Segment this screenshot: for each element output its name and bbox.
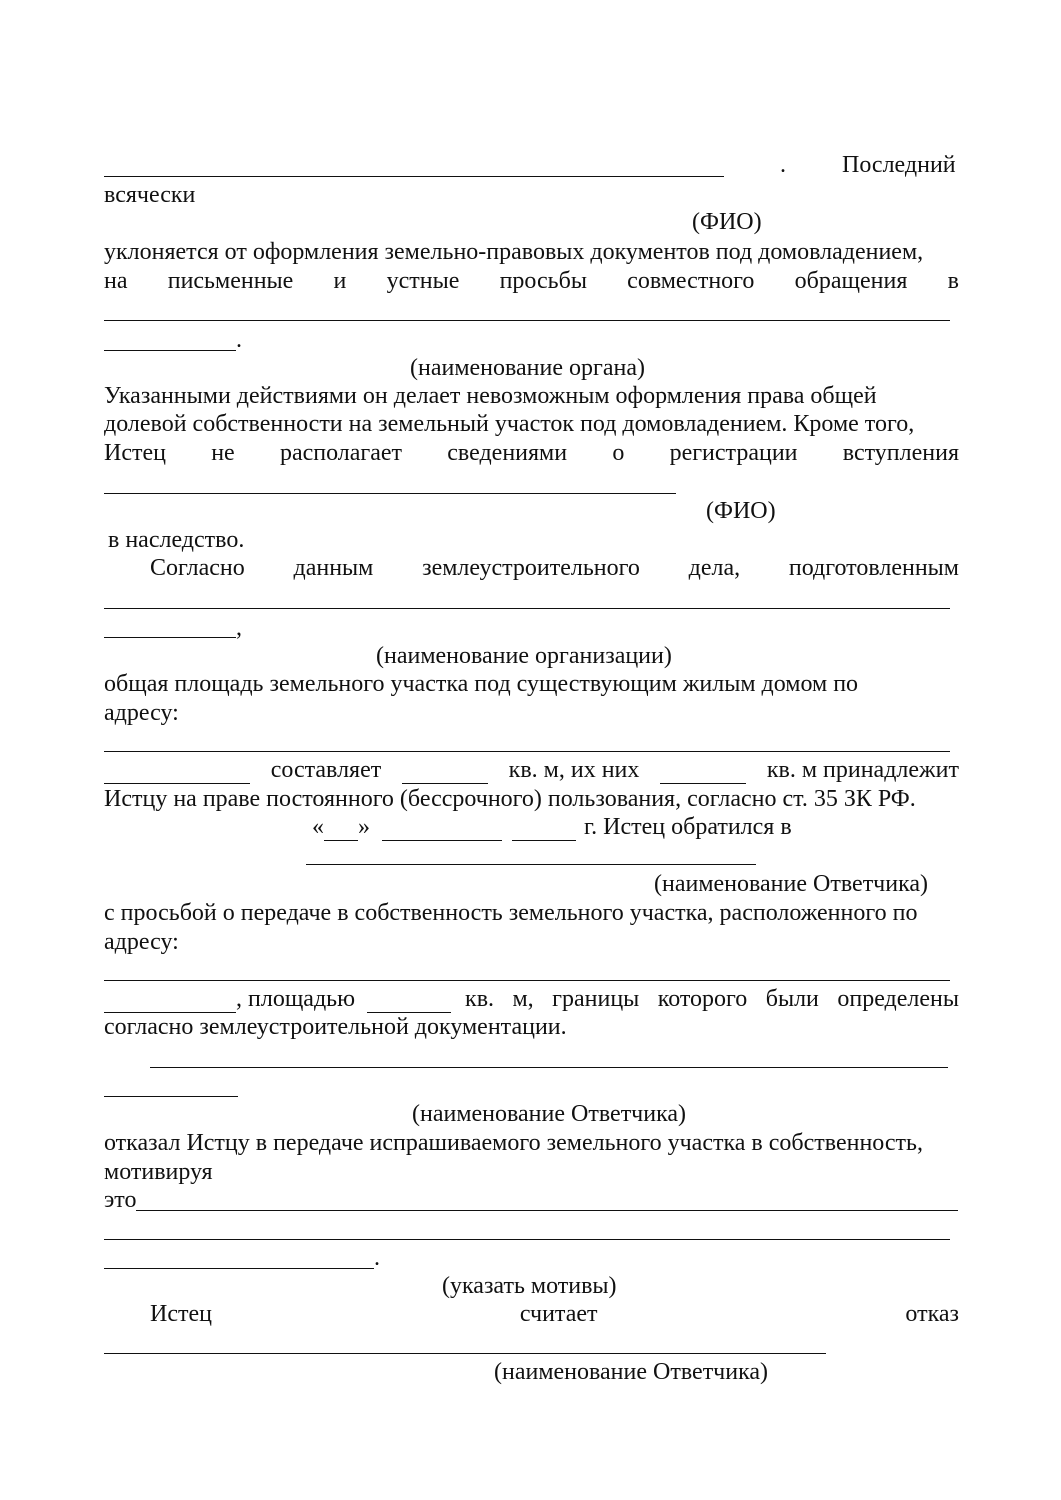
fill-in-line (104, 985, 959, 1013)
text-fragment: г. Истец обратился в (584, 814, 792, 840)
blank-line[interactable] (104, 751, 950, 752)
field-label: (наименование Ответчика) (412, 1101, 687, 1127)
fill-in-line (104, 756, 959, 784)
blank-line[interactable] (104, 637, 236, 638)
blank-line[interactable] (104, 320, 950, 321)
blank-field[interactable] (402, 761, 488, 784)
word: в (947, 268, 959, 294)
text-line: всячески (104, 182, 196, 208)
text-line: в наследство. (108, 527, 245, 553)
blank-line[interactable] (104, 608, 950, 609)
word: обращения (794, 268, 908, 294)
text-fragment: . (236, 327, 242, 353)
text-fragment: кв. м, границы которого были определены (465, 986, 959, 1012)
word: отказ (905, 1301, 959, 1327)
text-fragment: кв. м, их них (508, 757, 640, 783)
blank-line[interactable] (104, 493, 676, 494)
day-field[interactable] (324, 818, 358, 841)
word: данным (293, 555, 374, 581)
word: вступления (842, 440, 959, 466)
blank-field[interactable] (104, 990, 236, 1013)
word: сведениями (447, 440, 568, 466)
text-line: адресу: (104, 929, 179, 955)
field-label: (указать мотивы) (442, 1273, 617, 1299)
blank-line[interactable] (104, 1239, 950, 1240)
blank-line[interactable] (136, 1210, 958, 1211)
word: не (211, 440, 235, 466)
year-field[interactable] (512, 818, 576, 841)
text-fragment: . (374, 1245, 380, 1271)
justified-line (104, 267, 959, 295)
text-fragment: . (780, 152, 786, 178)
blank-line[interactable] (306, 864, 756, 865)
text-line: Указанными действиями он делает невозможным оформления права общей (104, 383, 877, 409)
text-line: общая площадь земельного участка под существующим жилым домом по (104, 671, 859, 697)
text-line: согласно землеустроительной документации. (104, 1014, 567, 1040)
blank-line[interactable] (104, 980, 950, 981)
text-fragment: составляет (270, 757, 382, 783)
text-line: адресу: (104, 700, 179, 726)
word: Истец (150, 1301, 212, 1327)
text-line: отказал Истцу в передаче испрашиваемого земельного участка в собственность, (104, 1130, 923, 1156)
blank-field[interactable] (367, 990, 451, 1013)
word: считает (519, 1301, 598, 1327)
word: землеустроительного (422, 555, 640, 581)
text-line: Истцу на праве постоянного (бессрочного) пользования, согласно ст. 35 ЗК РФ. (104, 786, 916, 812)
word: располагает (279, 440, 403, 466)
justified-line (150, 554, 959, 582)
quote-close: » (358, 814, 370, 840)
blank-field[interactable] (104, 761, 250, 784)
justified-line (104, 439, 959, 467)
field-label: (ФИО) (692, 209, 762, 235)
blank-line[interactable] (104, 1096, 238, 1097)
word: подготовленным (788, 555, 959, 581)
text-fragment: кв. м принадлежит (766, 757, 959, 783)
quote-open: « (312, 814, 324, 840)
text-fragment: , (236, 615, 242, 641)
field-label: (ФИО) (706, 498, 776, 524)
text-line: мотивируя (104, 1159, 213, 1185)
text-line: долевой собственности на земельный участок под домовладением. Кроме того, (104, 411, 915, 437)
month-field[interactable] (382, 818, 502, 841)
justified-line (150, 1300, 959, 1328)
text-fragment: это (104, 1187, 137, 1213)
blank-line[interactable] (104, 176, 724, 177)
word: регистрации (669, 440, 798, 466)
word: просьбы (499, 268, 587, 294)
blank-line[interactable] (104, 1353, 826, 1354)
text-line: уклоняется от оформления земельно-правовых документов под домовладением, (104, 239, 924, 265)
field-label: (наименование Ответчика) (654, 871, 929, 897)
field-label: (наименование Ответчика) (494, 1359, 769, 1385)
field-label: (наименование органа) (410, 355, 646, 381)
blank-field[interactable] (660, 761, 746, 784)
word: о (612, 440, 625, 466)
blank-line[interactable] (104, 350, 236, 351)
word: совместного (627, 268, 755, 294)
text-fragment: Последний (842, 152, 956, 178)
text-fragment: , площадью (236, 986, 356, 1012)
word: на (104, 268, 128, 294)
text-line: с просьбой о передаче в собственность земельного участка, расположенного по (104, 900, 918, 926)
word: письменные (167, 268, 294, 294)
word: Истец (104, 440, 166, 466)
date-line (312, 813, 792, 841)
word: Согласно (150, 555, 245, 581)
word: дела, (688, 555, 741, 581)
blank-line[interactable] (104, 1268, 374, 1269)
word: и (333, 268, 347, 294)
blank-line[interactable] (150, 1067, 948, 1068)
field-label: (наименование организации) (376, 643, 672, 669)
word: устные (386, 268, 460, 294)
